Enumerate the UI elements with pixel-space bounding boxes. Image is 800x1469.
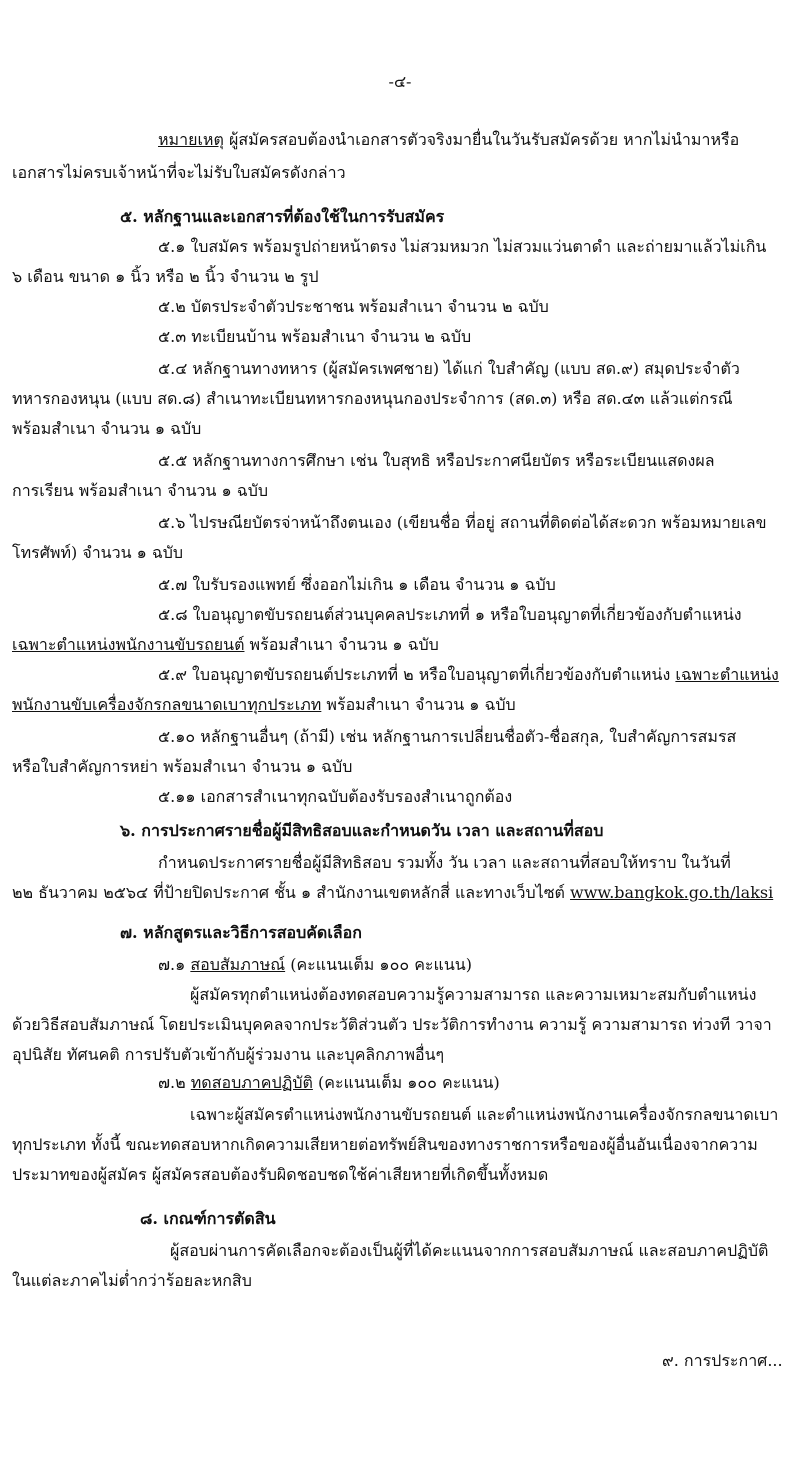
item-7-1-line-2: ด้วยวิธีสอบสัมภาษณ์ โดยประเมินบุคคลจากประวัติส่วนตัว ประวัติการทำงาน ความรู้ ความสามารถ ท่วงที วาจา [12,1015,772,1034]
section-8-heading: ๘. เกณฑ์การตัดสิน [140,1209,276,1228]
item-5-11: ๕.๑๑ เอกสารสำเนาทุกฉบับต้องรับรองสำเนาถูกต้อง [158,787,513,806]
item-5-9-underlined-2: พนักงานขับเครื่องจักรกลขนาดเบาทุกประเภท [12,695,322,714]
item-5-2: ๕.๒ บัตรประจำตัวประชาชน พร้อมสำเนา จำนวน ๒ ฉบับ [158,297,549,316]
item-5-5-line-1: ๕.๕ หลักฐานทางการศึกษา เช่น ใบสุทธิ หรือประกาศนียบัตร หรือระเบียนแสดงผล [158,451,715,470]
item-5-10-line-1: ๕.๑๐ หลักฐานอื่นๆ (ถ้ามี) เช่น หลักฐานการเปลี่ยนชื่อตัว-ชื่อสกุล, ใบสำคัญการสมรส [158,727,737,746]
item-7-1-line-1: ผู้สมัครทุกตำแหน่งต้องทดสอบความรู้ความสามารถ และความเหมาะสมกับตำแหน่ง [190,985,757,1004]
item-5-8-underlined: เฉพาะตำแหน่งพนักงานขับรถยนต์ [12,635,245,654]
item-7-1-underlined: สอบสัมภาษณ์ [190,955,286,974]
item-7-2-title [158,1072,500,1094]
section-8-line-2: ในแต่ละภาคไม่ต่ำกว่าร้อยละหกสิบ [12,1271,252,1290]
item-5-4-line-2: ทหารกองหนุน (แบบ สด.๘) สำเนาทะเบียนทหารกองหนุนกองประจำการ (สด.๓) หรือ สด.๔๓ แล้วแต่กรณี [12,389,733,408]
item-5-1-line-2: ๖ เดือน ขนาด ๑ นิ้ว หรือ ๒ นิ้ว จำนวน ๒ รูป [12,267,319,286]
item-7-2-number: ๗.๒ [158,1073,191,1092]
item-7-2-line-1: เฉพาะผู้สมัครตำแหน่งพนักงานขับรถยนต์ และตำแหน่งพนักงานเครื่องจักรกลขนาดเบา [190,1105,779,1124]
section-5-heading: ๕. หลักฐานและเอกสารที่ต้องใช้ในการรับสมัคร [120,207,445,226]
note-line-2: เอกสารไม่ครบเจ้าหน้าที่จะไม่รับใบสมัครดังกล่าว [12,163,346,182]
section-7-heading: ๗. หลักสูตรและวิธีการสอบคัดเลือก [120,923,362,942]
section-6-heading: ๖. การประกาศรายชื่อผู้มีสิทธิสอบและกำหนดวัน เวลา และสถานที่สอบ [120,821,604,840]
item-7-2-rest: (คะแนนเต็ม ๑๐๐ คะแนน) [312,1073,500,1092]
item-5-9-text: ๕.๙ ใบอนุญาตขับรถยนต์ประเภทที่ ๒ หรือใบอนุญาตที่เกี่ยวข้องกับตำแหน่ง [158,665,676,684]
section-6-line-2 [12,882,773,904]
section-8-line-1: ผู้สอบผ่านการคัดเลือกจะต้องเป็นผู้ที่ได้คะแนนจากการสอบสัมภาษณ์ และสอบภาคปฏิบัติ [170,1241,769,1260]
item-5-5-line-2: การเรียน พร้อมสำเนา จำนวน ๑ ฉบับ [12,481,269,500]
item-5-9-line-2 [12,694,516,716]
item-7-2-underlined: ทดสอบภาคปฏิบัติ [190,1073,313,1092]
item-5-4-line-1: ๕.๔ หลักฐานทางทหาร (ผู้สมัครเพศชาย) ได้แก่ ใบสำคัญ (แบบ สด.๙) สมุดประจำตัว [158,359,740,378]
note-text-1: ผู้สมัครสอบต้องนำเอกสารตัวจริงมายื่นในวันรับสมัครด้วย หากไม่นำมาหรือ [223,130,740,149]
item-7-1-line-3: อุปนิสัย ทัศนคติ การปรับตัวเข้ากับผู้ร่วมงาน และบุคลิกภาพอื่นๆ [12,1045,445,1064]
item-5-4-line-3: พร้อมสำเนา จำนวน ๑ ฉบับ [12,419,202,438]
item-5-10-line-2: หรือใบสำคัญการหย่า พร้อมสำเนา จำนวน ๑ ฉบับ [12,757,353,776]
section-6-line-1: กำหนดประกาศรายชื่อผู้มีสิทธิสอบ รวมทั้ง วัน เวลา และสถานที่สอบให้ทราบ ในวันที่ [158,853,731,872]
continuation-marker: ๙. การประกาศ... [662,1351,783,1370]
item-5-7: ๕.๗ ใบรับรองแพทย์ ซึ่งออกไม่เกิน ๑ เดือน จำนวน ๑ ฉบับ [158,575,556,594]
section-6-text: ๒๒ ธันวาคม ๒๕๖๔ ที่ป้ายปิดประกาศ ชั้น ๑ สำนักงานเขตหลักสี่ และทางเว็บไซต์ [12,883,571,902]
item-7-2-line-3: ประมาทของผู้สมัคร ผู้สมัครสอบต้องรับผิดชอบชดใช้ค่าเสียหายที่เกิดขึ้นทั้งหมด [12,1165,549,1184]
item-7-2-line-2: ทุกประเภท ทั้งนี้ ขณะทดสอบหากเกิดความเสียหายต่อทรัพย์สินของทางราชการหรือของผู้อื่นอันเนื่องจากความ [12,1135,758,1154]
item-7-1-rest: (คะแนนเต็ม ๑๐๐ คะแนน) [285,955,472,974]
item-5-1-line-1: ๕.๑ ใบสมัคร พร้อมรูปถ่ายหน้าตรง ไม่สวมหมวก ไม่สวมแว่นตาดำ และถ่ายมาแล้วไม่เกิน [158,237,767,256]
page-number: -๔- [388,72,412,91]
item-5-8-rest: พร้อมสำเนา จำนวน ๑ ฉบับ [244,635,439,654]
item-7-1-number: ๗.๑ [158,955,191,974]
note-line-1 [158,129,739,151]
item-5-8-line-2 [12,634,439,656]
website-link[interactable]: www.bangkok.go.th/laksi [570,883,774,902]
item-5-6-line-1: ๕.๖ ไปรษณียบัตรจ่าหน้าถึงตนเอง (เขียนชื่อ ที่อยู่ สถานที่ติดต่อได้สะดวก พร้อมหมายเลข [158,513,767,532]
item-5-9-line-1 [158,664,779,686]
item-5-8-line-1: ๕.๘ ใบอนุญาตขับรถยนต์ส่วนบุคคลประเภทที่ ๑ หรือใบอนุญาตที่เกี่ยวข้องกับตำแหน่ง [158,605,742,624]
item-5-6-line-2: โทรศัพท์) จำนวน ๑ ฉบับ [12,543,184,562]
item-5-9-underlined-1: เฉพาะตำแหน่ง [675,665,779,684]
item-5-9-rest: พร้อมสำเนา จำนวน ๑ ฉบับ [321,695,516,714]
note-label: หมายเหตุ [158,130,224,149]
item-7-1-title [158,954,472,976]
item-5-3: ๕.๓ ทะเบียนบ้าน พร้อมสำเนา จำนวน ๒ ฉบับ [158,327,472,346]
